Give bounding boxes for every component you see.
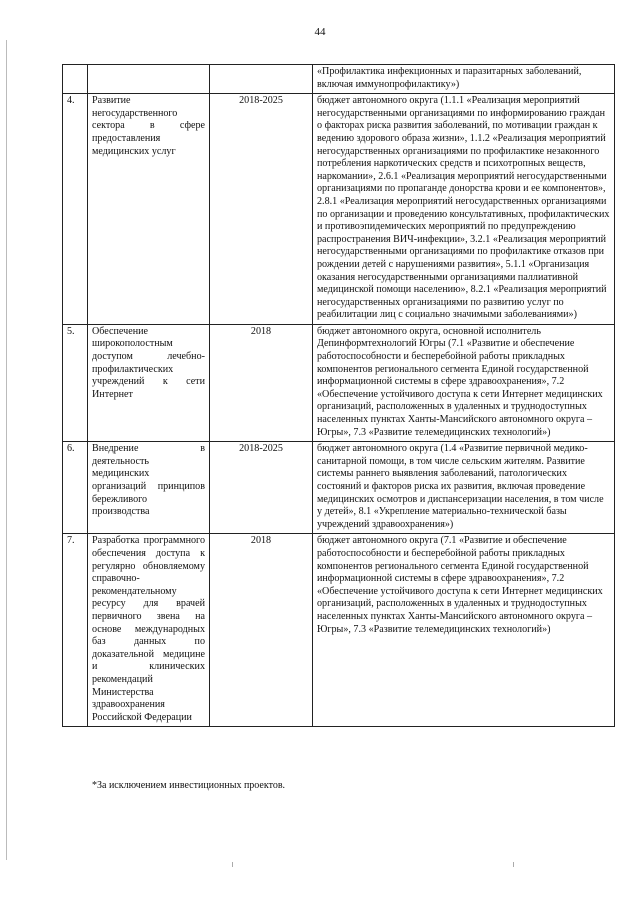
implementation-period: 2018 [210,324,313,441]
table-row [63,94,615,325]
measure-name [88,65,210,94]
funding-source: бюджет автономного округа (1.1.1 «Реализация мероприятий негосударственными организациями по информированию граждан о факторах риска развития заболеваний, по мотивации граждан к ведению здорового образа жизни», 1.1.2 «Реализация мероприятий негосударственных организациями по профилактике незаконного потребления наркотических средств и психотропных веществ, наркомании», 2.6.1 «Реализация мероприятий негосударственными организациями по пропаганде донорства крови и ее компонентов», 2.8.1 «Реализация мероприятий негосударственных организациями по организации и проведению консультативных, профилактических и противоэпидемических мероприятий по предупреждению распространения ВИЧ-инфекции», 3.2.1 «Реализация мероприятий негосударственными организациями по профилактике отказов при рождении детей с нарушениями развития», 5.1.1 «Организация оказания негосударственными организациями паллиативной медицинской помощи населению», 8.2.1 «Реализация мероприятий негосударственных организациями по развитию услуг по реабилитации лиц с социально значимыми заболеваниями») [313,94,615,325]
table-row [63,324,615,441]
measure-name: Внедрение в деятельность медицинских организаций принципов бережливого производства [88,442,210,534]
scan-mark [513,862,514,867]
row-number: 6. [63,442,88,534]
funding-source: бюджет автономного округа (7.1 «Развитие и обеспечение работоспособности и бесперебойной работы прикладных компонентов регионального сегмента Единой государственной информационной системы в сфере здравоохранения», 7.2 «Обеспечение устойчивого доступа к сети Интернет медицинских организаций, расположенных в удаленных и труднодоступных населенных пунктах Ханты-Мансийского автономного округа – Югры», 7.3 «Развитие телемедицинских технологий») [313,534,615,727]
footnote: *За исключением инвестиционных проектов. [92,780,286,791]
row-number: 5. [63,324,88,441]
row-number: 4. [63,94,88,325]
implementation-period [210,65,313,94]
table-row [63,442,615,534]
implementation-period: 2018 [210,534,313,727]
measure-name: Разработка программного обеспечения доступа к регулярно обновляемому справочно-рекомендательному ресурсу для врачей первичного звена на основе международных баз данных по доказательной медицине и клинических рекомендаций Министерства здравоохранения Российской Федерации [88,534,210,727]
measures-table [62,64,615,727]
row-number [63,65,88,94]
measure-name: Обеспечение широкополостным доступом лечебно-профилактических учреждений к сети Интернет [88,324,210,441]
implementation-period: 2018-2025 [210,442,313,534]
scan-margin-line [6,40,7,860]
funding-source: «Профилактика инфекционных и паразитарных заболеваний, включая иммунопрофилактику») [313,65,615,94]
scan-mark [232,862,233,867]
funding-source: бюджет автономного округа (1.4 «Развитие первичной медико-санитарной помощи, в том числе сельским жителям. Развитие системы раннего выявления заболеваний, патологических состояний и факторов риска их развития, включая проведение медицинских осмотров и диспансеризации населения, в том числе у детей», 8.1 «Укрепление материально-технической базы учреждений здравоохранения») [313,442,615,534]
page-number: 44 [314,26,326,38]
row-number: 7. [63,534,88,727]
table-row [63,65,615,94]
funding-source: бюджет автономного округа, основной исполнитель Депинформтехнологий Югры (7.1 «Развитие и обеспечение работоспособности и бесперебойной работы прикладных компонентов регионального сегмента Единой государственной информационной системы в сфере здравоохранения», 7.2 «Обеспечение устойчивого доступа к сети Интернет медицинских организаций, расположенных в удаленных и труднодоступных населенных пунктах Ханты-Мансийского автономного округа – Югры», 7.3 «Развитие телемедицинских технологий») [313,324,615,441]
implementation-period: 2018-2025 [210,94,313,325]
measure-name: Развитие негосударственного сектора в сфере предоставления медицинских услуг [88,94,210,325]
table-row [63,534,615,727]
